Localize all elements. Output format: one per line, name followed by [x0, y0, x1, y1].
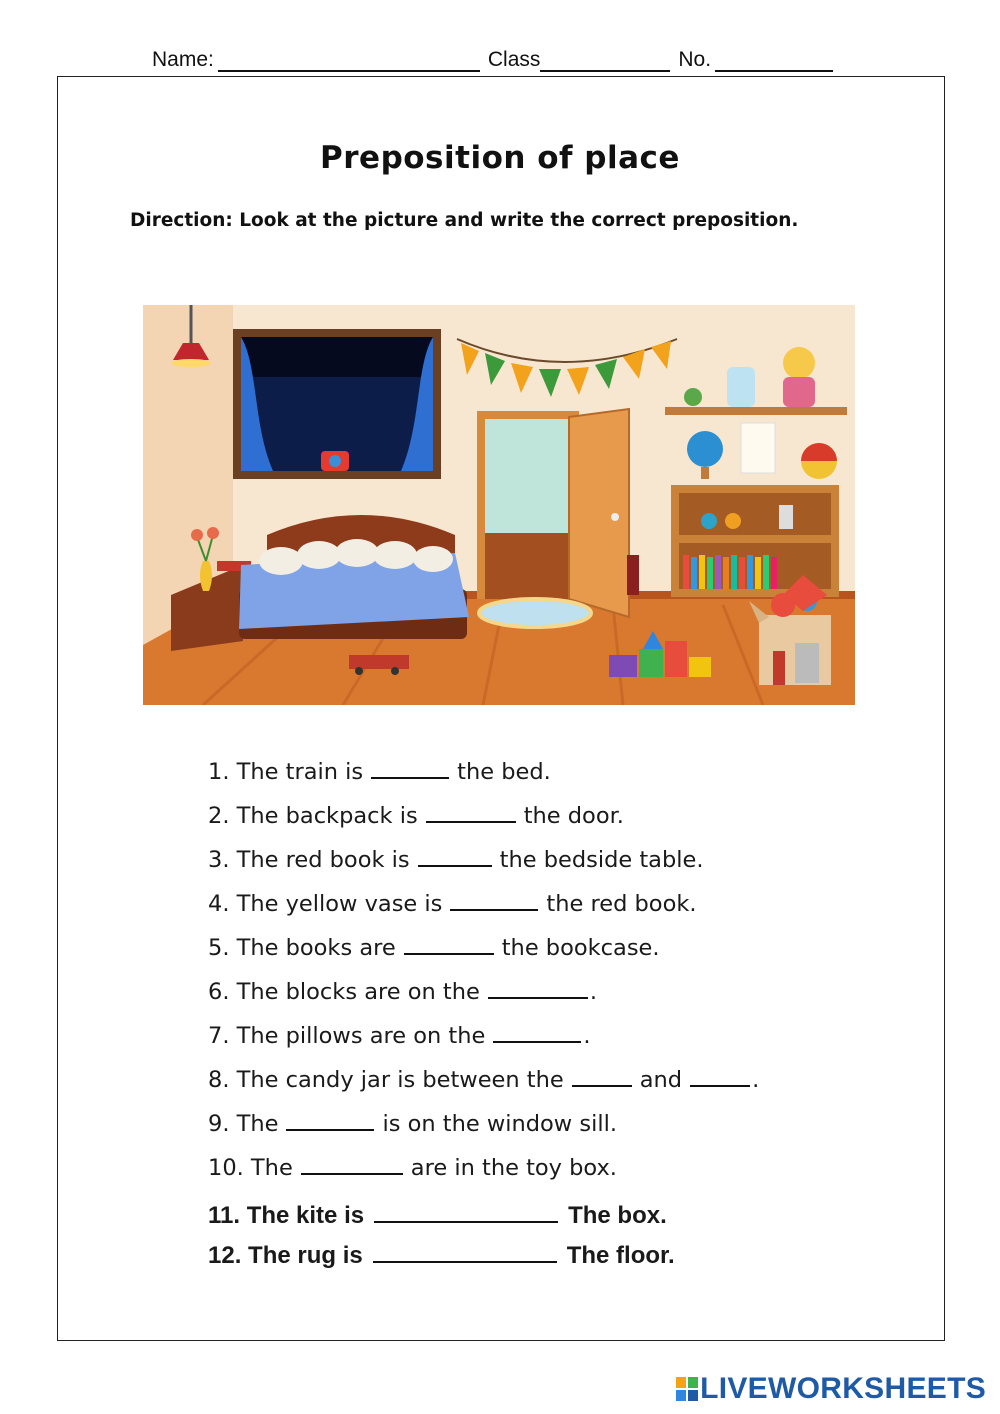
- brand-name: LIVEWORKSHEETS: [700, 1372, 986, 1405]
- name-field[interactable]: [218, 44, 480, 72]
- question-6: 6. The blocks are on the .: [208, 975, 597, 1005]
- bed: [239, 515, 469, 639]
- student-info-header: [152, 38, 872, 72]
- answer-blank-6[interactable]: [488, 975, 588, 999]
- answer-blank-8a[interactable]: [572, 1063, 632, 1087]
- answer-blank-5[interactable]: [404, 931, 494, 955]
- question-3: 3. The red book is the bedside table.: [208, 843, 704, 873]
- answer-blank-7[interactable]: [493, 1019, 581, 1043]
- class-label: Class: [487, 48, 541, 71]
- answer-blank-8b[interactable]: [690, 1063, 750, 1087]
- bedroom-illustration: [143, 305, 855, 705]
- bookcase: [671, 485, 839, 597]
- class-field[interactable]: [540, 44, 670, 72]
- liveworksheets-logo-icon: [676, 1377, 698, 1401]
- answer-blank-9[interactable]: [286, 1107, 374, 1131]
- answer-blank-4[interactable]: [450, 887, 538, 911]
- question-8: 8. The candy jar is between the and .: [208, 1063, 759, 1093]
- name-label: Name:: [152, 48, 214, 71]
- number-label: No.: [678, 48, 712, 71]
- answer-blank-1[interactable]: [371, 755, 449, 779]
- question-9: 9. The is on the window sill.: [208, 1107, 617, 1137]
- question-5: 5. The books are the bookcase.: [208, 931, 660, 961]
- question-2: 2. The backpack is the door.: [208, 799, 624, 829]
- direction-text: Direction: Look at the picture and write the correct preposition.: [130, 210, 799, 231]
- number-field[interactable]: [715, 44, 833, 72]
- answer-blank-12[interactable]: [373, 1237, 557, 1263]
- door: [477, 409, 639, 617]
- answer-blank-11[interactable]: [374, 1197, 558, 1223]
- question-1: 1. The train is the bed.: [208, 755, 551, 785]
- question-11: 11. The kite is The box.: [208, 1197, 667, 1230]
- answer-blank-10[interactable]: [301, 1151, 403, 1175]
- question-4: 4. The yellow vase is the red book.: [208, 887, 697, 917]
- question-12: 12. The rug is The floor.: [208, 1237, 675, 1270]
- answer-blank-3[interactable]: [418, 843, 492, 867]
- liveworksheets-brand: [676, 1372, 986, 1406]
- question-7: 7. The pillows are on the .: [208, 1019, 591, 1049]
- answer-blank-2[interactable]: [426, 799, 516, 823]
- worksheet-title: Preposition of place: [320, 140, 680, 176]
- question-10: 10. The are in the toy box.: [208, 1151, 617, 1181]
